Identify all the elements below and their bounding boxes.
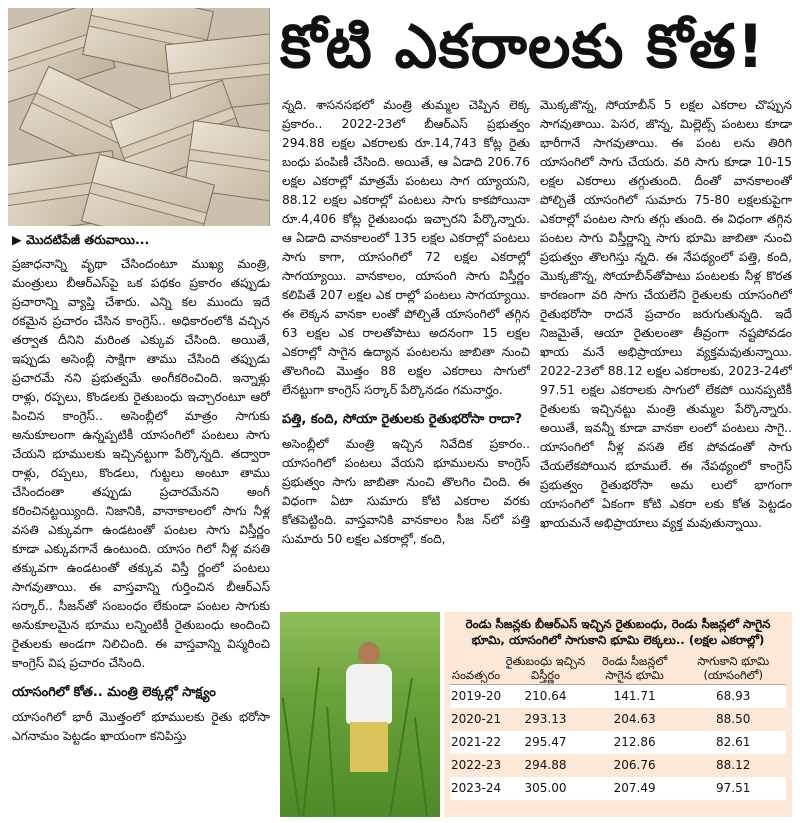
cell: 88.50 — [680, 708, 786, 731]
cell: 206.76 — [589, 754, 681, 777]
money-bundles-photo — [8, 8, 270, 226]
table-row — [450, 731, 786, 754]
cell: 2019-20 — [450, 685, 502, 709]
column-3 — [540, 96, 792, 596]
table-row — [450, 777, 786, 800]
continued-kicker: ▶ మొదటిపేజీ తరువాయి... — [12, 232, 150, 247]
cell: 2023-24 — [450, 777, 502, 800]
column-header: సాగుకాని భూమి (యాసంగిలో) — [680, 652, 786, 685]
cell: 2022-23 — [450, 754, 502, 777]
cell: 82.61 — [680, 731, 786, 754]
table-title: రెండు సీజన్లకు బీఆర్‌ఎస్ ఇచ్చిన రైతుబంధు, రెండు సీజన్లలో సాగైన భూమి, యాసంగిలో సాగుకాని భూమి లెక్కలు.. (లక్షల ఎకరాల్లో) — [465, 617, 771, 647]
cell: 88.12 — [680, 754, 786, 777]
table-row — [450, 685, 786, 709]
subheading: యాసంగిలో కోత.. మంత్రి లెక్కల్లో సాక్ష్యం — [12, 685, 216, 700]
cell: 2021-22 — [450, 731, 502, 754]
farmer-photo — [280, 612, 440, 817]
table-row — [450, 754, 786, 777]
statistics-table — [450, 652, 786, 800]
cell: 305.00 — [502, 777, 589, 800]
cell: 212.86 — [589, 731, 681, 754]
paragraph: యాసంగిలో భారీ మొత్తంలో భూములకు రైతు భరోసా ఎగనామం పెట్టడం ఖాయంగా కనిపిస్తు — [12, 710, 270, 743]
table-row — [450, 708, 786, 731]
cell: 294.88 — [502, 754, 589, 777]
cell: 207.49 — [589, 777, 681, 800]
column-1 — [12, 255, 270, 815]
column-header: రెండు సీజన్లలో సాగైన భూమి — [589, 652, 681, 685]
paragraph: మొక్కజొన్న, సోయాబీన్ 5 లక్షల ఎకరాల చొప్పున సాగవుతాయి. పెసర, జొన్న, మిల్లెట్స్ పంటలు కూడా భారీగానే సాగవుతాయి. ఈ పంట లను తిరిగి యాసంగిలో సాగు చేయరు. వరి సాగు కూడా 10-15 లక్షల ఎకరాలు తగ్గుతుంది. దీంతో వానకాలంతో పోల్చితే యాసంగిలో సుమారు 75-80 లక్షలకుపైగా ఎకరాల్లో పంటల సాగు తగ్గు తుంది. ఈ విధంగా తగ్గిన పంటల సాగు విస్తీర్ణాన్ని సాగు భూమి జాబితా నుంచి ప్రభుత్వం తొలగిస్తు న్నది. ఈ నేపథ్యంలో పత్తి, కంది, మొక్కజొన్న, సోయాబీన్‌తోపాటు పంటలకు నీళ్ల కొరత కారణంగా వరి సాగు చేయలేని రైతులకు యాసంగిలో రైతుభరోసా రాదనే ప్రచారం జరుగుతున్నది. ఇదే నిజమైతే, ఆయా రైతులంతా తీవ్రంగా నష్టపోవడం ఖాయ మనే అభిప్రాయాలు వ్యక్తమవుతున్నాయి. 2022-23లో 88.12 లక్షల ఎకరాలకు, 2023-24లో 97.51 లక్షల ఎకరాలకు సాగులో లేకపో యినప్పటికీ రైతులకు ఇచ్చినట్టు మంత్రి తుమ్మల పేర్కొన్నారు. అయితే, ఇవన్నీ కూడా వానకా లంలో పంటలు సాగై.. యాసంగిలో నీళ్ల వసతి లేక పోవడంతో సాగు చేయలేకపోయిన భూములే. ఈ నేపథ్యంలో కాంగ్రెస్ ప్రభుత్వం రైతుభరోసా అమ లులో భాగంగా యాసంగిలో ఏకంగా కోటి ఎకరా లకు కోత పెట్టడం ఖాయమనే అభిప్రాయాలు వ్యక్త మవుతున్నాయి. — [540, 98, 792, 530]
cell: 2020-21 — [450, 708, 502, 731]
cell: 68.93 — [680, 685, 786, 709]
paragraph: అసెంబ్లీలో మంత్రి ఇచ్చిన నివేదిక ప్రకారం.. యాసంగిలో పంటలు వేయని భూములను కాంగ్రెస్ ప్రభుత్వం సాగు జాబితా నుంచి తొలగిం చింది. ఈ విధంగా ఏటా సుమారు కోటి ఎకరాల వరకు కోతపెట్టింది. వాస్తవానికి వానకాలం సీజ న్‌లో పత్తి సుమారు 50 లక్షల ఎకరాల్లో, కంది, — [282, 437, 530, 546]
column-header: సంవత్సరం — [450, 652, 502, 685]
headline: కోటి ఎకరాలకు కోత! — [280, 12, 766, 82]
cell: 295.47 — [502, 731, 589, 754]
subheading: పత్తి, కంది, సోయా రైతులకు రైతుభరోసా రాదా? — [282, 412, 523, 427]
cell: 293.13 — [502, 708, 589, 731]
cell: 210.64 — [502, 685, 589, 709]
cell: 204.63 — [589, 708, 681, 731]
paragraph: న్నది. శాసనసభలో మంత్రి తుమ్మల చెప్పిన లెక్క ప్రకారం.. 2022-23లో బీఆర్‌ఎస్ ప్రభుత్వం 294.88 లక్షల ఎకరాలకు రూ.14,743 కోట్ల రైతు బంధు పంపిణీ చేసింది. అయితే, ఆ ఏడాది 206.76 లక్షల ఎకరాల్లో మాత్రమే పంటలు సాగ య్యాయని, 88.12 లక్షల ఎకరాల్లో పంటలు సాగు కాకపోయినా రూ.4,406 కోట్ల రైతుబంధు ఇచ్చారని పేర్కొన్నారు. ఆ ఏడాది వానకాలంలో 135 లక్షల ఎకరాల్లో పంటలు సాగు కాగా, యాసంగిలో 72 లక్షల ఎకరాల్లో సాగయ్యాయి. వానకాలం, యాసంగి సాగు విస్తీర్ణం కలిపితే 207 లక్షల ఎక రాల్లో పంటలు సాగయ్యాయి. ఈ లెక్కన వానకా లంతో పోల్చితే యాసంగిలో తగ్గిన 63 లక్షల ఎక రాలతోపాటు అదనంగా 15 లక్షల ఎకరాల్లో సాగైన ఉద్యాన పంటలను జాబితా నుంచి తొలగించి మొత్తం 88 లక్షల ఎకరాలు సాగులో లేనట్టుగా కాంగ్రెస్ సర్కార్ పేర్కొనడం గమనార్హం. — [282, 98, 530, 397]
column-header: రైతుబంధు ఇచ్చిన విస్తీర్ణం — [502, 652, 589, 685]
column-2 — [282, 96, 530, 596]
paragraph: ప్రజాధనాన్ని వృథా చేసిందంటూ ముఖ్య మంత్రి, మంత్రులు బీఆర్‌ఎస్‌పై ఒక పథకం ప్రకారం తప్పుడు ప్రచారాన్ని వ్యాప్తి చేశారు. ఎన్ని కల ముందు ఇదే రకమైన ప్రచారం చేసిన కాంగ్రెస్.. అధికారంలోకి వచ్చిన తర్వాత దీనిని మరింత ఎక్కువ చేసింది. అయితే, ఇప్పుడు అసెంబ్లీ సాక్షిగా తాము చేసింది తప్పుడు ప్రచారమే నని ప్రభుత్వమే అంగీకరించింది. ఇన్నాళ్లు రాళ్లు, రప్పలు, కొండలకు రైతుబంధు ఇచ్చారంటూ ఆరో పించిన కాంగ్రెస్.. అసెంబ్లీలో మాత్రం సాగుకు అనుకూలంగా ఉన్నప్పటికీ యాసంగిలో పంటలు సాగు చేయని భూములకు ఇచ్చినట్టుగా పేర్కొన్నది. తద్వారా రాళ్లు, రప్పలు, కొండలు, గుట్టలు అంటూ తాము చేసిందంతా తప్పుడు ప్రచారమేనని అంగీ కరించినట్టయ్యింది. నిజానికి, వానాకాలంలో సాగు నీళ్ల వసతి ఎక్కువగా ఉండటంతో పంటల సాగు విస్తీర్ణం కూడా ఎక్కువగానే ఉంటుంది. యాసం గిలో నీళ్ల వసతి తక్కువగా ఉండటంతో తక్కువ విస్తీ ర్ణంలో పంటలు సాగవుతాయి. ఈ వాస్తవాన్ని గుర్తించిన బీఆర్‌ఎస్ సర్కార్.. సీజన్‌తో సంబంధం లేకుండా పంటల సాగుకు అనుకూలమైన భూము లన్నింటికీ రైతుబంధు అందించి రైతులకు అండగా నిలిచింది. ఈ వాస్తవాన్ని విస్మరించి కాంగ్రెస్ విష ప్రచారం చేసింది. — [12, 257, 270, 670]
statistics-table-box — [444, 612, 792, 817]
arrow-icon: ▶ — [12, 232, 26, 247]
cell: 97.51 — [680, 777, 786, 800]
cell: 141.71 — [589, 685, 681, 709]
